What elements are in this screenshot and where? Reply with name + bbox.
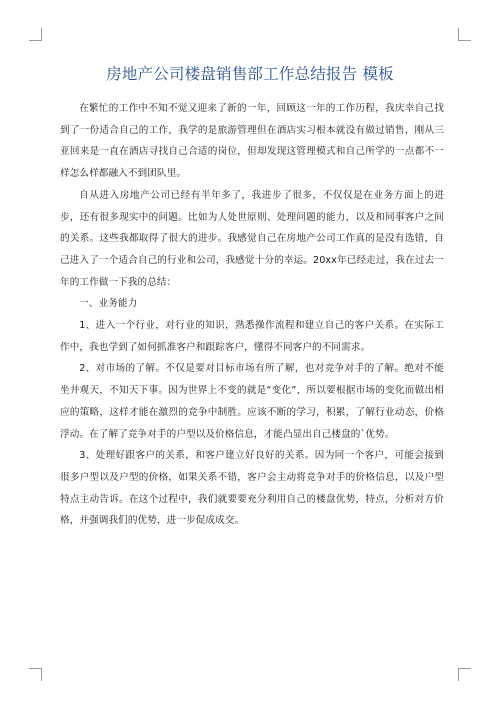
crop-mark-top-right [458,28,471,41]
document-body [60,98,444,532]
document-title: 房地产公司楼盘销售部工作总结报告 模板 [106,65,394,83]
crop-mark-bottom-left [29,668,42,681]
paragraph-item-1: 1、进入一个行业，对行业的知识，熟悉操作流程和建立自己的客户关系。在实际工作中，我也学到了如何抓准客户和跟踪客户，懂得不同客户的不同需求。 [60,320,444,353]
paragraph-intro: 在繁忙的工作中不知不觉又迎来了新的一年，回顾这一年的工作历程，我庆幸自己找到了一份适合自己的工作，我学的是旅游管理但在酒店实习根本就没有做过销售，刚从三亚回来是一直在酒店寻找自己合适的岗位，但却发现这管理模式和自己所学的一点都不一样怎么样都融入不到团队里。 [60,103,444,180]
paragraph-item-2: 2、对市场的了解。不仅是要对目标市场有所了解，也对竞争对手的了解。绝对不能坐井观天，不知天下事。因为世界上不变的就是“变化”，所以要根据市场的变化而做出相应的策略，这样才能在激烈的竞争中制胜。应该不断的学习，积累，了解行业动态，价格浮动。在了解了竞争对手的户型以及价格信息，才能凸显出自己楼盘的`优势。 [60,363,444,440]
paragraph-progress: 自从进入房地产公司已经有半年多了，我进步了很多，不仅仅是在业务方面上的进步，还有很多现实中的问题。比如为人处世原则、处理问题的能力，以及和同事客户之间的关系。这些我都取得了很大的进步。我感觉自己在房地产公司工作真的是没有选错，自己进入了一个适合自己的行业和公司，我感觉十分的幸运。20xx年已经走过，我在过去一年的工作做一下我的总结： [60,189,444,288]
crop-mark-top-left [29,28,42,41]
crop-mark-bottom-right [458,668,471,681]
paragraph-item-3: 3、处理好跟客户的关系，和客户建立好良好的关系。因为同一个客户，可能会接到很多户型以及户型的价格，如果关系不错，客户会主动将竞争对手的价格信息，以及户型特点主动告诉。在这个过程中，我们就要要充分利用自己的楼盘优势，特点，分析对方价格，并强调我们的优势，进一步促成成交。 [60,450,444,527]
section-heading-business: 一、业务能力 [79,298,138,310]
